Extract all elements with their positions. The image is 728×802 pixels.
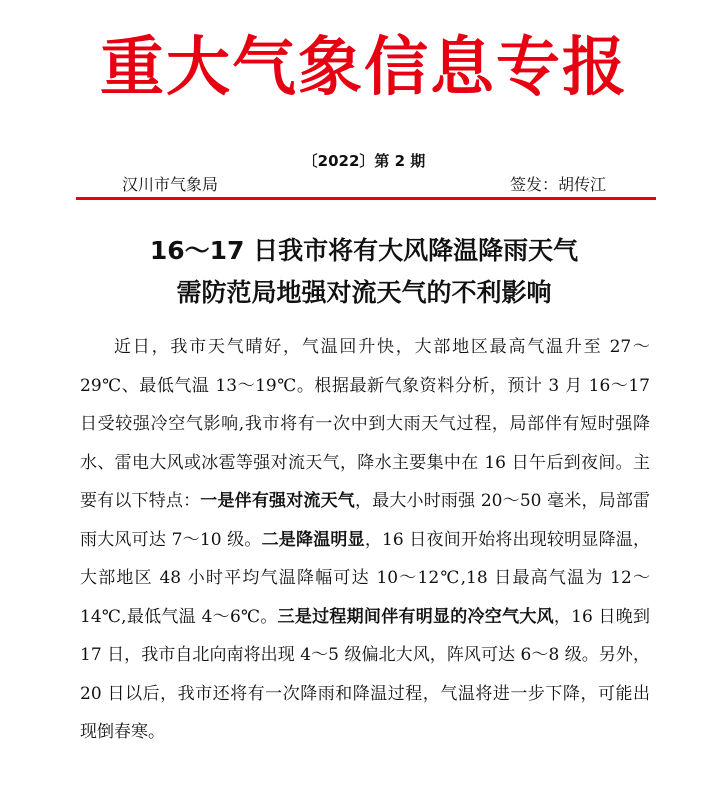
body-text-4: ，16 日晚到 17 日，我市自北向南将出现 4～5 级偏北大风，阵风可达 6～8 级。另外，20 日以后，我市还将有一次降雨和降温过程，气温将进一步下降，可能出现倒春寒。: [80, 606, 650, 742]
meta-row: [0, 172, 728, 194]
red-divider: [76, 197, 656, 200]
issuer-name: 汉川市气象局: [122, 175, 219, 194]
issue-number: 〔2022〕第 2 期: [302, 152, 426, 170]
body-paragraph: [80, 328, 650, 752]
body-text-2: ，最大小时雨强 20～50 毫米，局部雷雨大风可达 7～10 级。: [80, 491, 651, 550]
point-two-heading: 二是降温明显: [261, 529, 365, 550]
signer-name: 签发：胡传江: [509, 175, 606, 194]
headline: [0, 230, 728, 314]
body-text-3: ，16 日夜间开始将出现较明显降温，大部地区 48 小时平均气温降幅可达 10～12℃,18 日最高气温为 12～14℃,最低气温 4～6℃。: [80, 529, 650, 627]
point-three-heading: 三是过程期间伴有明显的冷空气大风: [277, 606, 554, 627]
masthead-title: 重大气象信息专报: [100, 30, 628, 105]
point-one-heading: 一是伴有强对流天气: [200, 491, 355, 511]
body-text-1: 近日，我市天气晴好，气温回升快，大部地区最高气温升至 27～29℃、最低气温 13～19℃。根据最新气象资料分析，预计 3 月 16～17 日受较强冷空气影响,我市将有一次中到大雨天气过程，局部伴有短时强降水、雷电大风或冰雹等强对流天气，降水主要集中在 16 日午后到夜间。主要有以下特点：: [80, 337, 650, 511]
headline-line-2: 需防范局地强对流天气的不利影响: [176, 278, 552, 307]
headline-line-1: 16～17 日我市将有大风降温降雨天气: [149, 236, 579, 265]
